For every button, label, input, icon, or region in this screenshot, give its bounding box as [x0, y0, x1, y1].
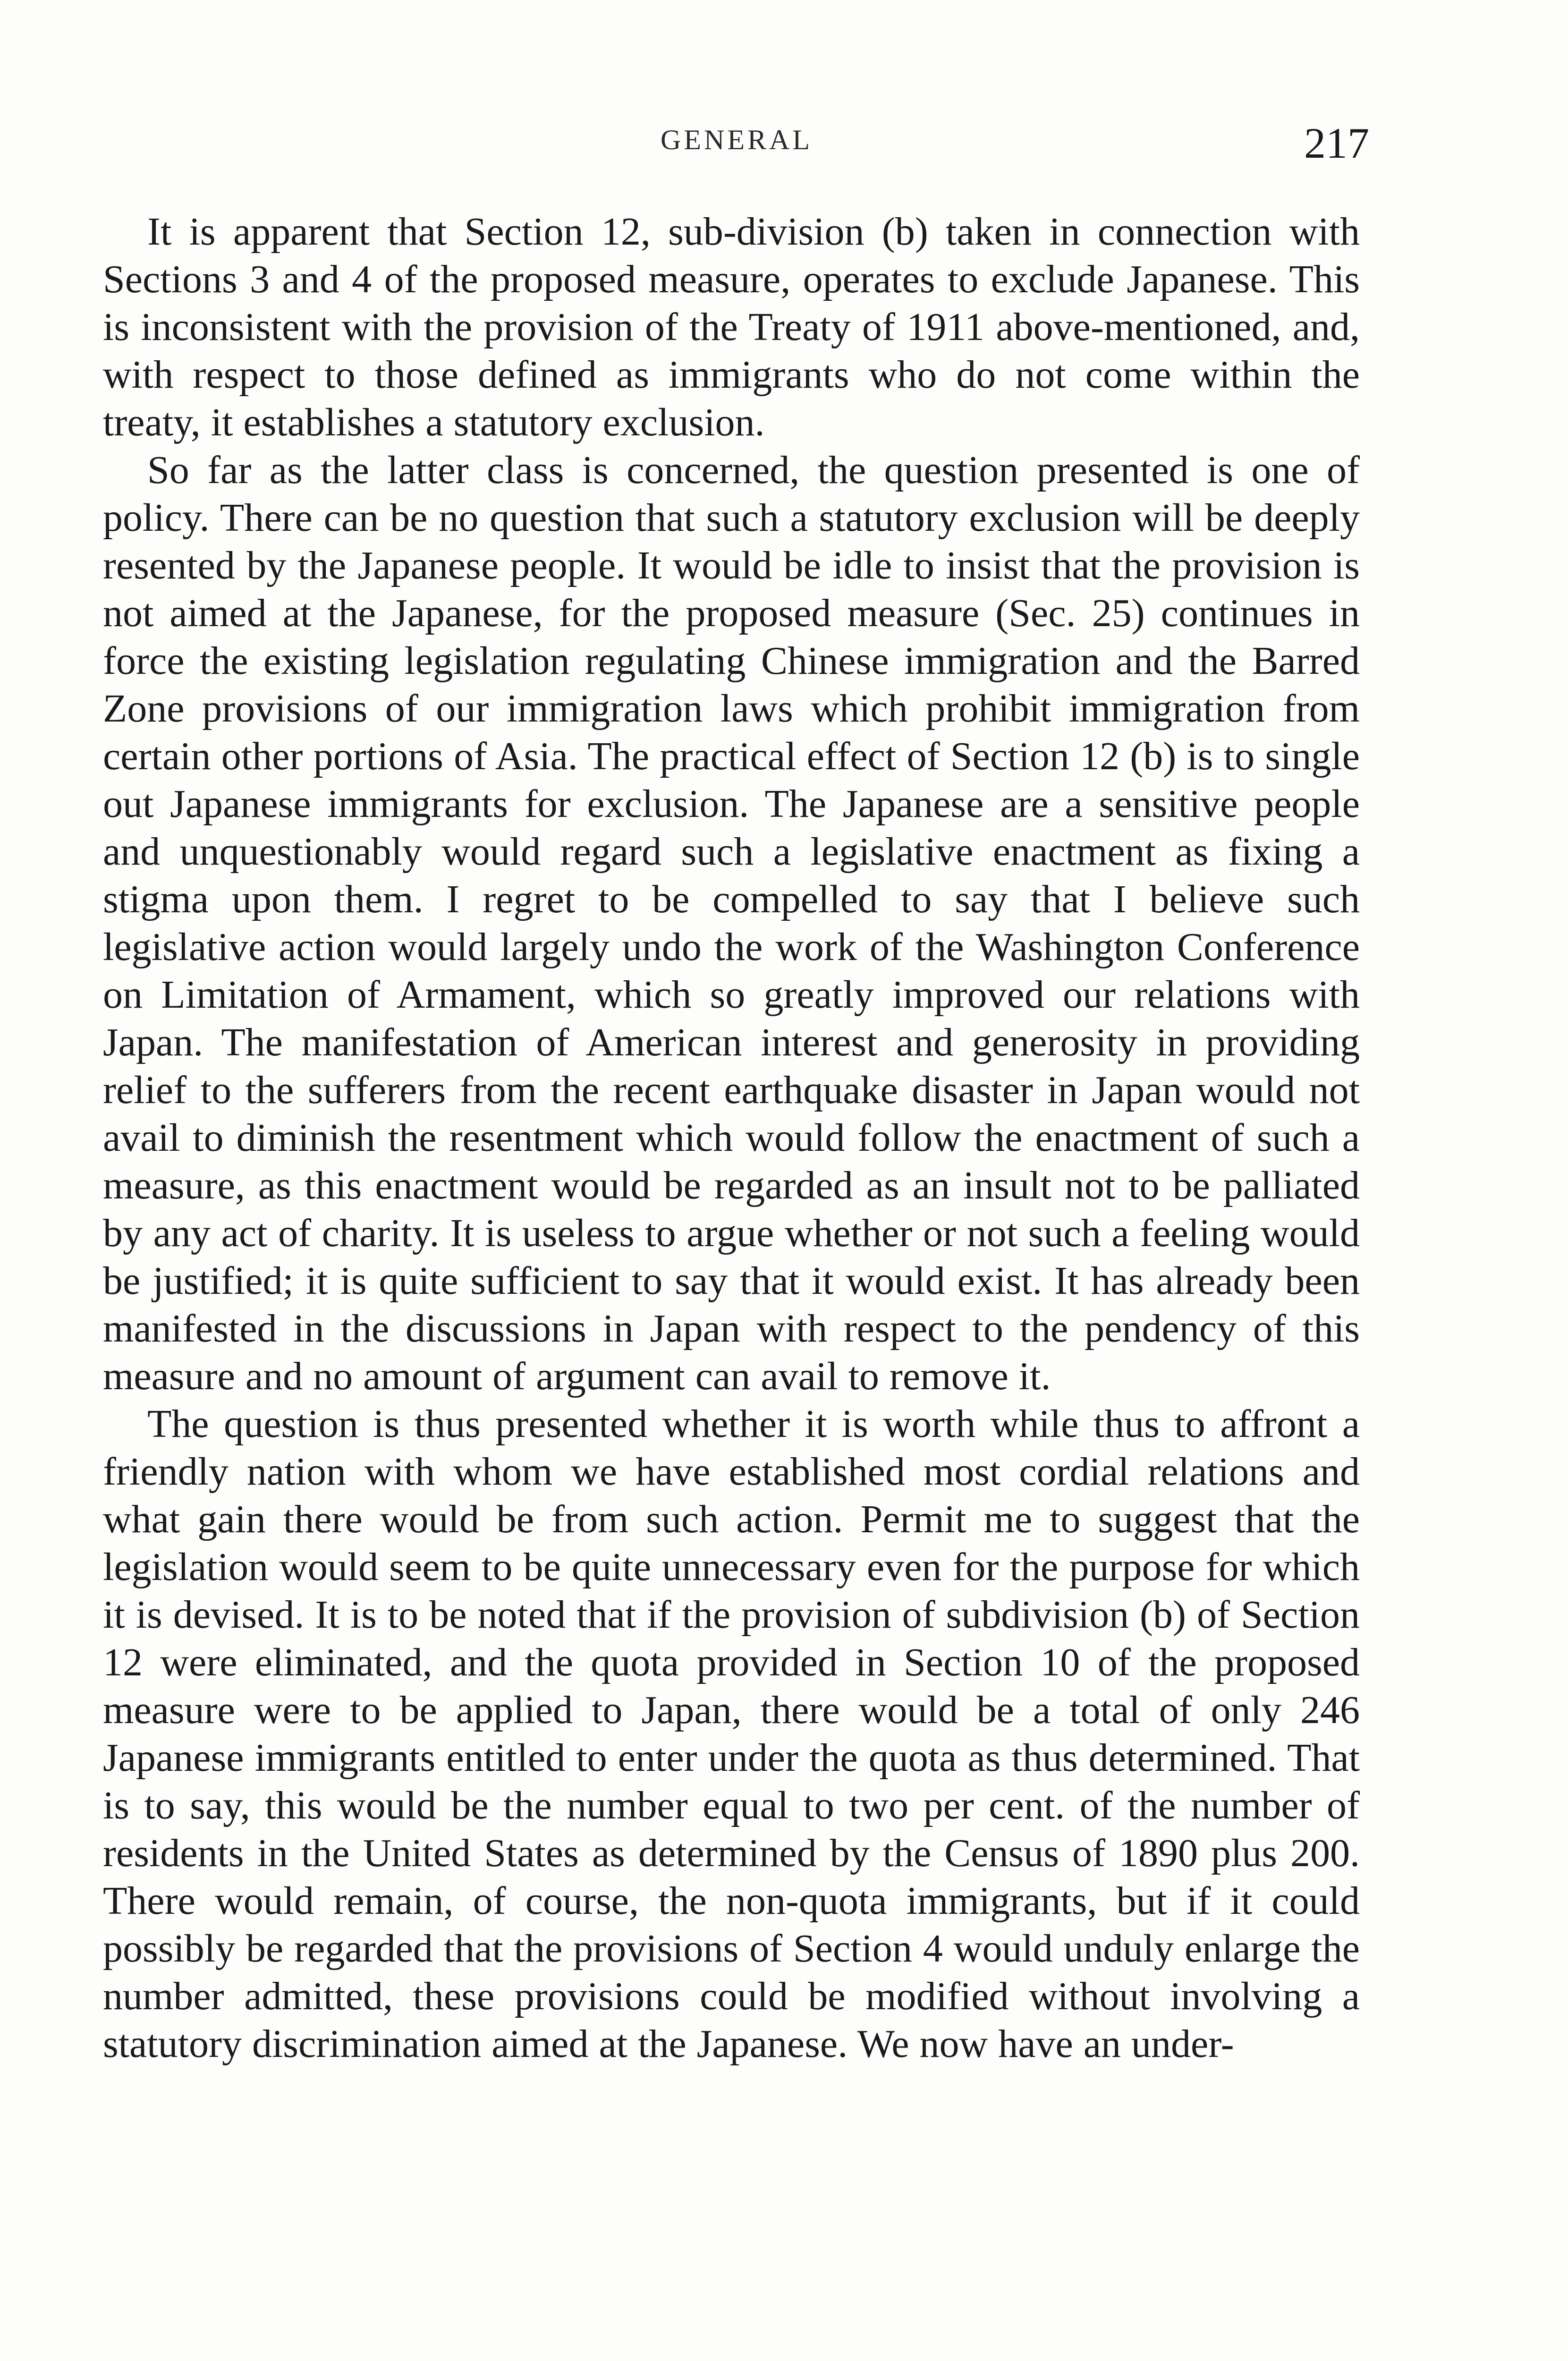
paragraph-quota-alternative: The question is thus presented whether it is worth while thus to affront a friendly nation with whom we have established most cordial relations and what gain there would be from such action. Permit me to suggest that the legislation would seem to be quite unnecessary even for the purpose for which it is devised. It is to be noted that if the provision of subdivision (b) of Section 12 were eliminated, and the quota provided in Section 10 of the proposed measure were to be applied to Japan, there would be a total of only 246 Japanese immigrants entitled to enter under the quota as thus determined. That is to say, this would be the number equal to two per cent. of the number of residents in the United States as determined by the Census of 1890 plus 200. There would remain, of course, the non-quota immigrants, but if it could possibly be regarded that the provisions of Section 4 would unduly enlarge the number admitted, these provisions could be modified without involving a statutory discrimination aimed at the Japanese. We now have an under-	[103, 1402, 1360, 2066]
running-title: GENERAL	[661, 124, 813, 155]
paragraph-treaty-exclusion: It is apparent that Section 12, sub-division (b) taken in connection with Sections 3 and 4 of the proposed measure, operates to exclude Japanese. This is inconsistent with the provision of the Treaty of 1911 above-mentioned, and, with respect to those defined as immigrants who do not come within the treaty, it establishes a statutory exclusion.	[103, 210, 1360, 444]
body-text	[103, 208, 1360, 2068]
running-header	[0, 119, 1568, 167]
paragraph-policy-question: So far as the latter class is concerned, the question presented is one of policy. There can be no question that such a statutory exclusion will be deeply resented by the Japanese people. It would be idle to insist that the provision is not aimed at the Japanese, for the proposed measure (Sec. 25) continues in force the existing legislation regulating Chinese immigration and the Barred Zone provisions of our immigration laws which prohibit immigration from certain other portions of Asia. The practical effect of Section 12 (b) is to single out Japanese immigrants for exclusion. The Japanese are a sensitive people and unquestionably would regard such a legislative enactment as fixing a stigma upon them. I regret to be compelled to say that I believe such legislative action would largely undo the work of the Washington Conference on Limitation of Armament, which so greatly improved our relations with Japan. The manifestation of American interest and generosity in providing relief to the sufferers from the recent earthquake disaster in Japan would not avail to diminish the resentment which would follow the enactment of such a measure, as this enactment would be regarded as an insult not to be palliated by any act of charity. It is useless to argue whether or not such a feeling would be justified; it is quite sufficient to say that it would exist. It has already been manifested in the discussions in Japan with respect to the pendency of this measure and no amount of argument can avail to remove it.	[103, 448, 1360, 1398]
page-number: 217	[1304, 119, 1369, 167]
